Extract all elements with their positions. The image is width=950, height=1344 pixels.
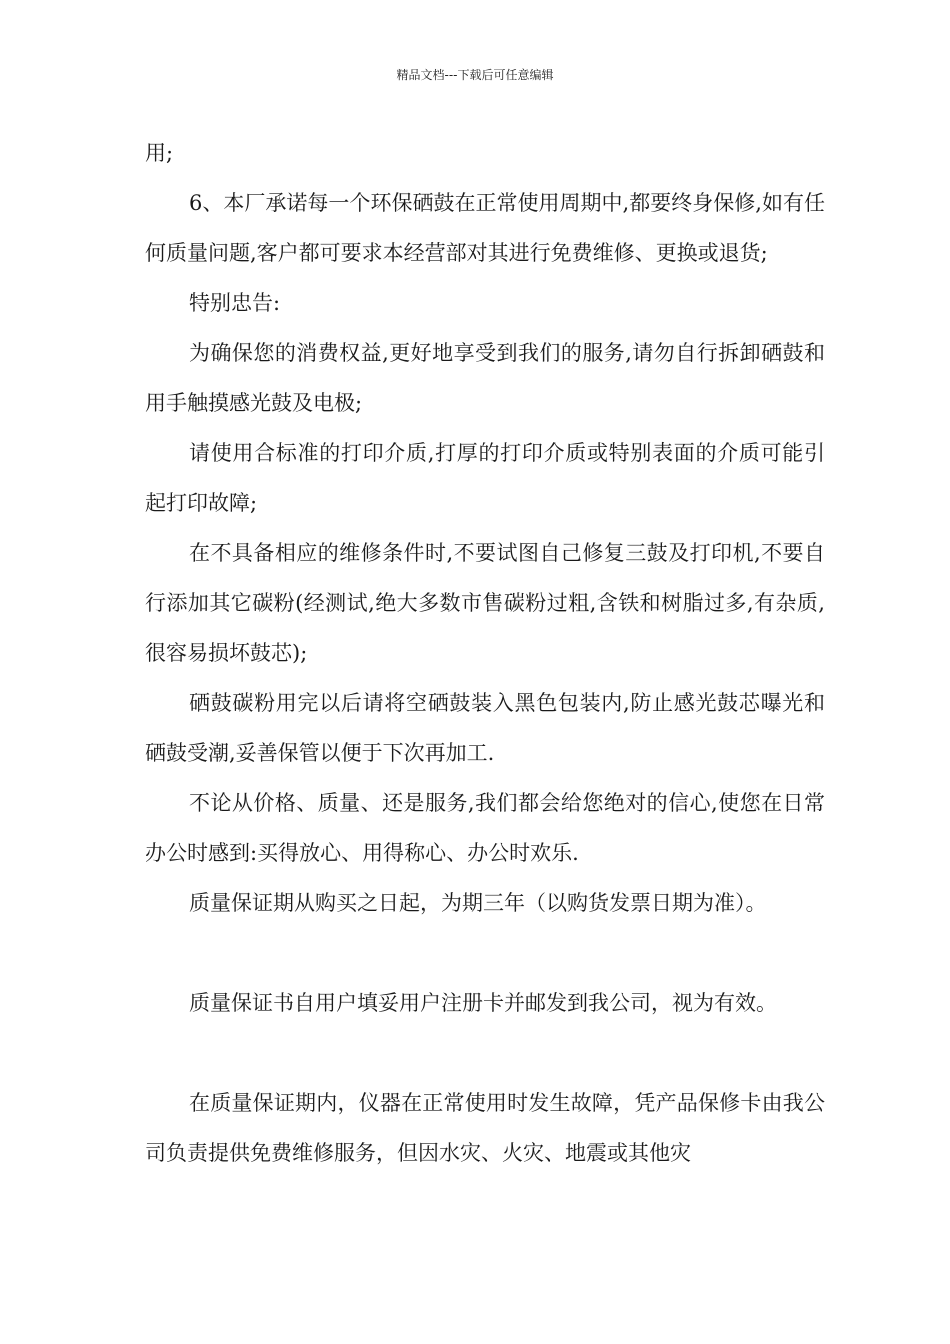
paragraph-notice-storage: 硒鼓碳粉用完以后请将空硒鼓装入黑色包装内,防止感光鼓芯曝光和硒鼓受潮,妥善保管以便于下次再加工.	[145, 691, 825, 765]
spacer	[145, 928, 825, 978]
paragraph-confidence: 不论从价格、质量、还是服务,我们都会给您绝对的信心,使您在日常办公时感到:买得放心、用得称心、办公时欢乐.	[145, 791, 825, 865]
paragraph-notice-repair: 在不具备相应的维修条件时,不要试图自己修复三鼓及打印机,不要自行添加其它碳粉(经测试,绝大多数市售碳粉过粗,含铁和树脂过多,有杂质,很容易损坏鼓芯);	[145, 541, 825, 665]
paragraph-notice-media: 请使用合标准的打印介质,打厚的打印介质或特别表面的介质可能引起打印故障;	[145, 441, 825, 515]
paragraph-notice-disassembly: 为确保您的消费权益,更好地享受到我们的服务,请勿自行拆卸硒鼓和用手触摸感光鼓及电极;	[145, 341, 825, 415]
document-body	[145, 128, 825, 1178]
paragraph-warranty-item-6: 6、本厂承诺每一个环保硒鼓在正常使用周期中,都要终身保修,如有任何质量问题,客户都可要求本经营部对其进行免费维修、更换或退货;	[145, 191, 825, 265]
paragraph-free-repair: 在质量保证期内，仪器在正常使用时发生故障，凭产品保修卡由我公司负责提供免费维修服务，但因水灾、火灾、地震或其他灾	[145, 1091, 825, 1165]
paragraph-warranty-period: 质量保证期从购买之日起，为期三年（以购货发票日期为准）。	[189, 891, 767, 915]
paragraph-special-notice-heading: 特别忠告:	[189, 291, 281, 315]
page-header: 精品文档---下载后可任意编辑	[396, 68, 554, 82]
paragraph-continuation: 用;	[145, 141, 174, 165]
paragraph-warranty-validity: 质量保证书自用户填妥用户注册卡并邮发到我公司，视为有效。	[189, 991, 777, 1015]
spacer	[145, 1028, 825, 1078]
